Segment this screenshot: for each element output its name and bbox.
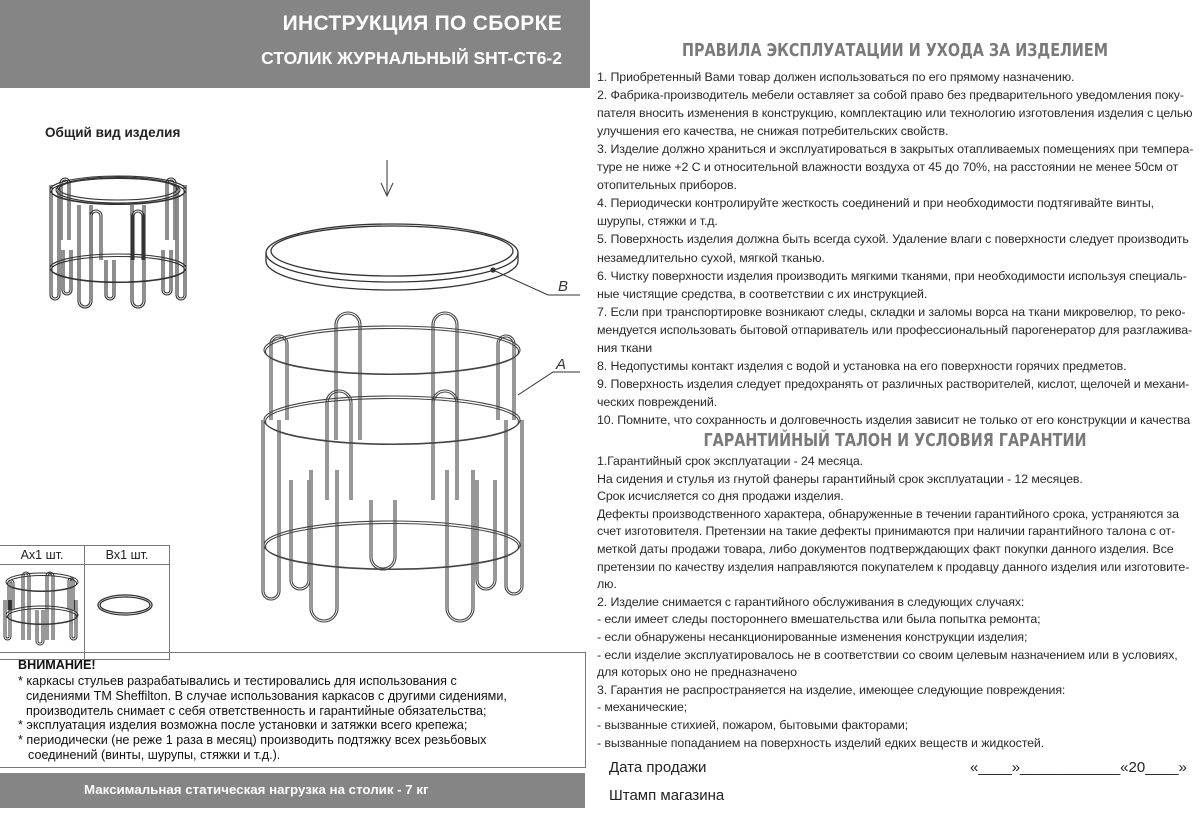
frame-loop: [270, 335, 288, 420]
rules-heading: ПРАВИЛА ЭКСПЛУАТАЦИИ И УХОДА ЗА ИЗДЕЛИЕМ: [681, 41, 1109, 61]
rules-line: улучшения его качества, не снижая потребительских свойств.: [597, 124, 949, 139]
warning-line: сидениями ТМ Sheffilton. В случае использования каркасов с другими сидениями,: [26, 689, 507, 703]
warranty-line: счет изготовителя. Претензии на такие дефекты принимаются при наличии гарантийного талона с от-: [597, 524, 1176, 539]
warning-line: * каркасы стульев разрабатывались и тестировались для использования с: [18, 674, 457, 688]
max-load-banner: [0, 773, 585, 808]
warranty-line: Срок исчисляется со дня продажи изделия.: [597, 489, 844, 504]
column-divider: [84, 564, 85, 660]
warranty-line: меткой даты продажи товара, либо документов подтверждающих факт покупки данного изделия. Все: [597, 542, 1174, 556]
warning-line: * периодически (не реже 1 раза в месяц) производить подтяжку всех резьбовых: [18, 733, 487, 747]
document-title: ИНСТРУКЦИЯ ПО СБОРКЕ: [282, 12, 562, 35]
warranty-line: - если изделие эксплуатировалось не в соответствии со своим целевым назначением или в условиях,: [597, 647, 1178, 662]
rules-line: мендуется использовать бытовой отпариватель или профессиональный парогенератор для разглажива-: [597, 322, 1193, 337]
warning-box: [0, 652, 586, 768]
frame-loop: [434, 392, 456, 500]
frame-loop: [432, 390, 458, 500]
warranty-line: 1.Гарантийный срок эксплуатации - 24 месяца.: [597, 454, 863, 468]
frame-ring: [266, 329, 519, 375]
rules-line: 5. Поверхность изделия должна быть всегда сухой. Удаление влаги с поверхности следует производить: [597, 232, 1189, 247]
tabletop: [56, 177, 180, 203]
frame-loop: [134, 212, 142, 260]
rules-line: 6. Чистку поверхности изделия производить мягкими тканями, при необходимости используя специаль-: [597, 268, 1187, 283]
exploded-view-drawing: [262, 312, 523, 622]
frame-loop: [264, 420, 278, 598]
frame-loop: [107, 260, 113, 298]
label-b: B: [558, 278, 569, 295]
part-b-label: Bx1 шт.: [85, 546, 169, 565]
frame-ring: [52, 179, 185, 205]
rules-line: 10. Помните, что сохранность и долговечность изделия зависит не только от его конструкции и качества: [597, 412, 1191, 427]
frame-loop: [52, 185, 58, 298]
overview-label: Общий вид изделия: [45, 125, 181, 140]
rules-line: 9. Поверхность изделия следует предохранять от различных растворителей, кислот, щелочей и механи-: [597, 376, 1190, 391]
rules-line: отопительных приборов.: [597, 178, 737, 193]
frame-loop: [478, 480, 494, 588]
frame-loop: [337, 314, 359, 440]
frame-ring: [264, 326, 520, 374]
warranty-line: - вызванные стихией, пожаром, бытовыми факторами;: [597, 718, 909, 732]
warranty-line: для которых оно не предназначено: [597, 665, 797, 680]
frame-loop: [290, 480, 310, 590]
frame-loop: [476, 480, 496, 590]
warning-line: производитель снимает с себя ответственность и гарантийные обязательства;: [26, 704, 487, 718]
warranty-line: - если обнаружены несанкционированные изменения конструкции изделия;: [597, 630, 1028, 644]
stamp-label: Штамп магазина: [609, 787, 725, 804]
frame-loop: [92, 212, 100, 260]
rules-line: 3. Изделие должно храниться и эксплуатироваться в закрытых отапливаемых помещениях при темпера-: [597, 142, 1194, 157]
warning-line: соединений (винты, шурупы, стяжки и т.д.).: [28, 748, 281, 762]
frame-loop: [62, 180, 68, 240]
frame-loop: [312, 470, 336, 620]
warranty-heading: ГАРАНТИЙНЫЙ ТАЛОН И УСЛОВИЯ ГАРАНТИИ: [703, 431, 1087, 451]
rules-line: пателя вносить изменения в конструкцию, комплектацию или технологию изготовления изделия с целью: [597, 106, 1193, 121]
frame-loop: [164, 250, 170, 293]
parts-table: [0, 545, 170, 660]
frame-loop: [328, 392, 350, 500]
rules-line: 8. Недопустимы контакт изделия с водой и установка на его поверхности горячих предметов.: [597, 358, 1127, 373]
frame-loop: [446, 470, 474, 622]
rules-line: незамедлительно сухой, мягкой тканью.: [597, 250, 825, 265]
frame-loop: [335, 312, 361, 440]
frame-loop: [370, 500, 396, 570]
frame-ring: [266, 399, 519, 445]
frame-loop: [178, 185, 184, 298]
warranty-line: На сидения и стулья из гнутой фанеры гарантийный срок эксплуатации - 12 месяцев.: [597, 471, 1083, 486]
frame-loop: [507, 420, 521, 593]
frame-loop: [168, 180, 174, 240]
frame-ring: [264, 396, 520, 444]
tabletop-b: [266, 224, 518, 290]
arrow-down-icon: [381, 160, 393, 196]
frame-loop: [434, 314, 456, 440]
warranty-line: - вызванные попаданием на поверхность изделий едких веществ и жидкостей.: [597, 735, 1045, 750]
rules-line: шурупы, стяжки и т.д.: [597, 214, 718, 229]
frame-loop: [372, 500, 394, 568]
overview-drawing: [50, 176, 186, 308]
max-load-text: Максимальная статическая нагрузка на столик - 7 кг: [84, 782, 429, 797]
warranty-line: 3. Гарантия не распространяется на изделие, имеющее следующие повреждения:: [597, 682, 1066, 697]
rules-line: 2. Фабрика-производитель мебели оставляет за собой право без предварительного уведомления поку-: [597, 88, 1184, 103]
sale-date-label: Дата продажи: [609, 759, 707, 776]
frame-loop: [310, 470, 338, 622]
warning-line: * эксплуатация изделия возможна после установки и затяжки всего крепежа;: [18, 718, 468, 732]
frame-loop: [326, 390, 352, 500]
rules-line: 4. Периодически контролируйте жесткость соединений и при необходимости подтягивайте винты,: [597, 196, 1154, 211]
warranty-line: претензии по качеству изделия направляются покупателем к продавцу данного изделия или изготовите-: [597, 559, 1190, 574]
warranty-line: - механические;: [597, 700, 688, 715]
product-name: СТОЛИК ЖУРНАЛЬНЫЙ SHT-CT6-2: [261, 48, 562, 68]
label-a: A: [556, 356, 567, 373]
frame-loop: [505, 420, 523, 595]
frame-ring: [264, 521, 520, 569]
warning-title: ВНИМАНИЕ!: [18, 658, 96, 672]
rules-line: 7. Если при транспортировке возникают следы, складки и заломы ворса на ткани микровелюр, то реко-: [597, 304, 1186, 319]
warranty-line: Дефекты производственного характера, обнаруженные в течении гарантийного срока, устраняются за: [597, 506, 1179, 521]
frame-loop: [262, 420, 280, 600]
frame-loop: [292, 480, 308, 588]
frame-loop: [64, 250, 70, 293]
rules-line: туре не ниже +2 С и относительной влажности воздуха от 45 до 70%, на расстоянии не менее 50см от: [597, 160, 1179, 175]
rules-line: ческих повреждений.: [597, 394, 717, 409]
warranty-line: лю.: [597, 577, 617, 592]
rules-line: 1. Приобретенный Вами товар должен использоваться по его прямому назначению.: [597, 70, 1075, 84]
sale-date-field[interactable]: «____»____________«20____»: [970, 759, 1187, 776]
part-a-label: Ax1 шт.: [0, 546, 85, 565]
warranty-line: 2. Изделие снимается с гарантийного обслуживания в следующих случаях:: [597, 594, 1025, 609]
rules-line: ния ткани: [597, 340, 653, 355]
frame-loop: [448, 470, 472, 620]
warranty-line: - если имеет следы постороннего вмешательства или была попытка ремонта;: [597, 612, 1041, 627]
rules-line: ные чистящие средства, в соответствии с их инструкцией.: [597, 286, 928, 301]
